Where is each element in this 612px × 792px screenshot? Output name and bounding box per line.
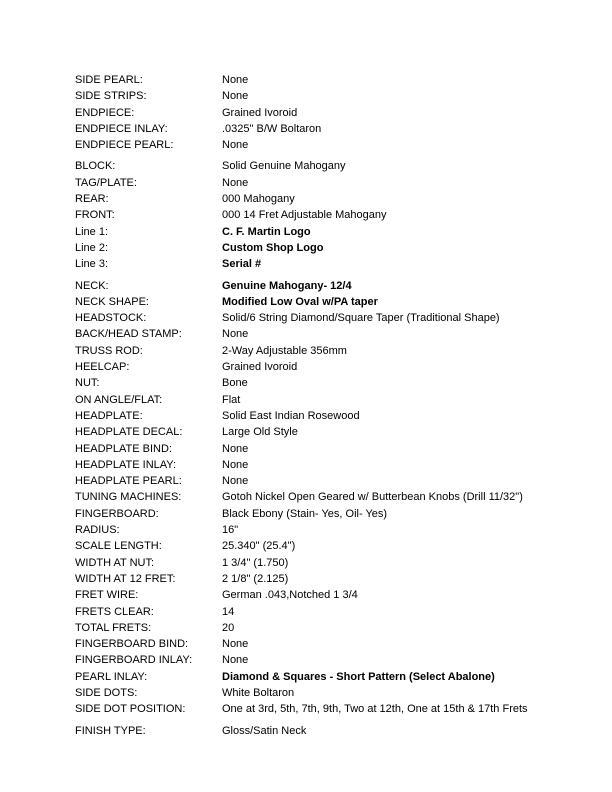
spec-label: TAG/PLATE: [75,176,137,189]
spec-value: One at 3rd, 5th, 7th, 9th, Two at 12th, One at 15th & 17th Frets [222,703,528,716]
spec-label: REAR: [75,193,109,206]
spec-value: None [222,176,249,189]
spec-value: 16" [222,524,239,537]
spec-row [75,392,602,408]
spec-row [75,489,602,505]
spec-row [75,538,602,554]
spec-value: Solid/6 String Diamond/Square Taper (Traditional Shape) [222,312,500,325]
spec-label: HEADPLATE DECAL: [75,426,183,439]
spec-label: TRUSS ROD: [75,344,143,357]
spec-row [75,175,602,191]
spec-group [75,278,602,718]
spec-value: 1 3/4" (1.750) [222,556,289,569]
spec-row [75,473,602,489]
spec-label: BLOCK: [75,160,116,173]
spec-row [75,723,602,739]
spec-row [75,191,602,207]
spec-value: 14 [222,605,235,618]
spec-label: BACK/HEAD STAMP: [75,328,182,341]
spec-label: SIDE STRIPS: [75,90,147,103]
spec-value: None [222,458,249,471]
spec-label: HEADPLATE INLAY: [75,458,177,471]
spec-value: Grained Ivoroid [222,361,298,374]
spec-label: WIDTH AT NUT: [75,556,155,569]
spec-row [75,636,602,652]
spec-label: HEELCAP: [75,361,130,374]
spec-row [75,137,602,153]
spec-value: None [222,74,249,86]
spec-row [75,408,602,424]
spec-label: ON ANGLE/FLAT: [75,393,163,406]
spec-value: White Boltaron [222,686,295,699]
spec-label: HEADSTOCK: [75,312,147,325]
spec-row [75,424,602,440]
spec-value: 20 [222,621,235,634]
spec-row [75,571,602,587]
spec-value: 000 Mahogany [222,193,295,206]
spec-label: TOTAL FRETS: [75,621,152,634]
spec-label: NECK SHAPE: [75,295,149,308]
spec-value: Black Ebony (Stain- Yes, Oil- Yes) [222,507,388,520]
spec-value: Serial # [222,258,262,271]
spec-group [75,158,602,272]
spec-label: SIDE DOTS: [75,686,138,699]
spec-label: FINISH TYPE: [75,724,146,737]
spec-value: Solid East Indian Rosewood [222,409,360,422]
spec-label: SCALE LENGTH: [75,540,162,553]
spec-label: SIDE DOT POSITION: [75,703,186,716]
spec-value: Gotoh Nickel Open Geared w/ Butterbean Knobs (Drill 11/32") [222,491,523,504]
spec-value: None [222,139,249,152]
spec-row [75,158,602,174]
spec-value: Genuine Mahogany- 12/4 [222,279,352,292]
spec-label: WIDTH AT 12 FRET: [75,572,176,585]
spec-row [75,587,602,603]
spec-label: FINGERBOARD INLAY: [75,654,193,667]
spec-row [75,294,602,310]
spec-label: Line 2: [75,241,109,254]
spec-row [75,685,602,701]
spec-value: Large Old Style [222,426,298,439]
spec-row [75,441,602,457]
spec-value: None [222,475,249,488]
spec-row [75,701,602,717]
spec-value: 000 14 Fret Adjustable Mahogany [222,209,387,222]
spec-label: TUNING MACHINES: [75,491,182,504]
spec-row [75,669,602,685]
spec-label: PEARL INLAY: [75,670,148,683]
spec-value: 2-Way Adjustable 356mm [222,344,347,357]
spec-row [75,121,602,137]
spec-row [75,620,602,636]
spec-value: Grained Ivoroid [222,106,298,119]
spec-value: 25.340" (25.4") [222,540,296,553]
spec-row [75,555,602,571]
spec-value: Flat [222,393,241,406]
spec-label: NECK: [75,279,109,292]
spec-value: C. F. Martin Logo [222,225,311,238]
spec-row [75,604,602,620]
spec-value: German .043,Notched 1 3/4 [222,589,358,602]
spec-label: HEADPLATE BIND: [75,442,172,455]
spec-row [75,310,602,326]
spec-sheet [75,72,602,739]
spec-label: HEADPLATE PEARL: [75,475,182,488]
spec-row [75,343,602,359]
spec-row [75,256,602,272]
spec-value: Bone [222,377,248,390]
spec-group [75,723,602,739]
spec-row [75,522,602,538]
spec-value: None [222,328,249,341]
spec-value: Diamond & Squares - Short Pattern (Select Abalone) [222,670,495,683]
spec-label: FRETS CLEAR: [75,605,154,618]
spec-row [75,240,602,256]
spec-row [75,72,602,88]
spec-value: None [222,638,249,651]
spec-row [75,457,602,473]
spec-row [75,375,602,391]
spec-value: .0325" B/W Boltaron [222,122,322,135]
spec-value: Modified Low Oval w/PA taper [222,295,378,308]
spec-value: Gloss/Satin Neck [222,724,307,737]
spec-label: FRET WIRE: [75,589,139,602]
spec-value: Custom Shop Logo [222,241,324,254]
spec-label: FINGERBOARD: [75,507,159,520]
spec-row [75,278,602,294]
spec-value: None [222,90,249,103]
spec-label: NUT: [75,377,100,390]
spec-row [75,105,602,121]
spec-value: None [222,442,249,455]
spec-row [75,224,602,240]
spec-row [75,652,602,668]
spec-label: Line 1: [75,225,109,238]
spec-label: SIDE PEARL: [75,74,143,86]
spec-value: 2 1/8" (2.125) [222,572,289,585]
spec-group [75,72,602,153]
spec-value: None [222,654,249,667]
spec-row [75,207,602,223]
spec-label: Line 3: [75,258,109,271]
spec-label: HEADPLATE: [75,409,143,422]
spec-row [75,326,602,342]
spec-label: RADIUS: [75,524,120,537]
spec-label: ENDPIECE PEARL: [75,139,174,152]
spec-label: FINGERBOARD BIND: [75,638,189,651]
spec-label: ENDPIECE: [75,106,135,119]
spec-row [75,359,602,375]
spec-value: Solid Genuine Mahogany [222,160,346,173]
spec-label: FRONT: [75,209,115,222]
spec-label: ENDPIECE INLAY: [75,122,168,135]
spec-row [75,506,602,522]
spec-row [75,88,602,104]
